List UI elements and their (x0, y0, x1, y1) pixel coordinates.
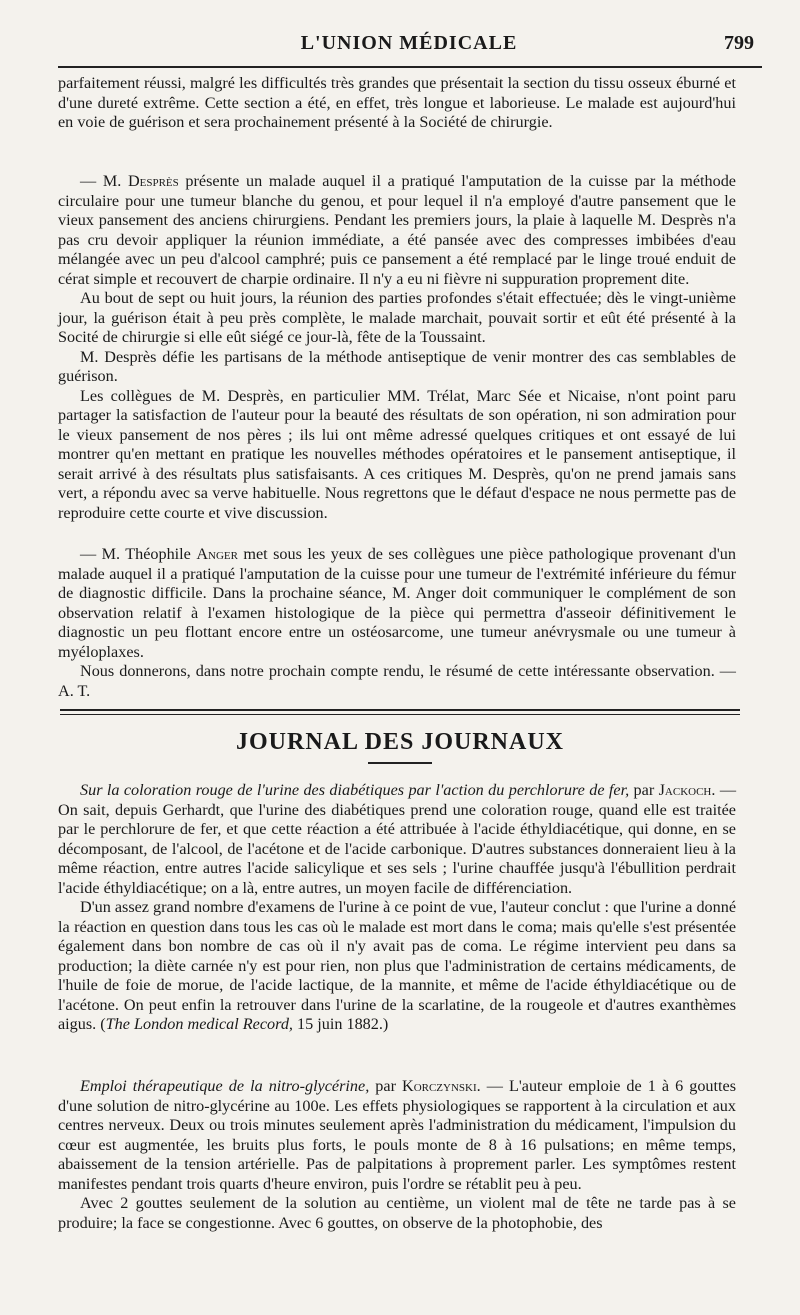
anger-paragraph-2: Nous donnerons, dans notre prochain compte rendu, le résumé de cette intéressante observation. — A. T. (58, 662, 736, 700)
korczynski-paragraph-2: Avec 2 gouttes seulement de la solution au centième, un violent mal de tête ne tarde pas à se produire; la face se congestionne. Avec 6 gouttes, on observe de la photophobie, des (58, 1194, 736, 1232)
despres-section (58, 172, 736, 523)
korczynski-text-1: — L'auteur emploie de 1 à 6 gouttes d'une solution de nitro-glycérine au 100e. Les effets physiologiques se rapportent à la circulation et aux centres nerveux. Deux ou trois minutes seulement après l'administration du médicament, l'impulsion du cœur est augmentée, les bruits plus forts, le pouls monte de 8 à 16 pulsations; en même temps, abaissement de la tension artérielle. Pas de palpitations à proprement parler. Les symptômes restent manifestes pendant trois quarts d'heure environ, puis l'ordre se rétablit peu à peu. (58, 1077, 737, 1193)
journal-title: L'UNION MÉDICALE (300, 32, 518, 54)
despres-paragraph-4: Les collègues de M. Desprès, en particulier MM. Trélat, Marc Sée et Nicaise, n'ont point paru partager la satisfaction de l'auteur pour la beauté des résultats de son opération, ni son admiration pour le vieux pansement de nos pères ; ils lui ont même adressé quelques critiques et ont essayé de lui montrer qu'en mettant en pratique les nouvelles méthodes opératoires et le pansement antiseptique, il serait arrivé à des résultats plus satisfaisants. A ces critiques M. Desprès, qu'on ne prend jamais sans vert, a répondu avec sa verve habituelle. Nous regrettons que le défaut d'espace ne nous permette pas de reproduire cette courte et vive discussion. (58, 386, 736, 522)
continuation-block (58, 74, 736, 133)
article-korczynski (58, 1077, 736, 1233)
section-divider-top (60, 709, 740, 711)
despres-paragraph-3: M. Desprès défie les partisans de la méthode antiseptique de venir montrer des cas semblables de guérison. (58, 347, 736, 385)
title-underline (368, 762, 432, 764)
jackoch-by: par (629, 781, 659, 799)
jackoch-paragraph-1 (58, 781, 736, 898)
jackoch-source: The London medical Record, (105, 1015, 293, 1033)
jackoch-article-title: Sur la coloration rouge de l'urine des diabétiques par l'action du perchlorure de fer, (80, 781, 630, 799)
anger-paragraph-1 (58, 545, 736, 662)
korczynski-article-title: Emploi thérapeutique de la nitro-glycérine, (80, 1077, 370, 1095)
despres-text-1: présente un malade auquel il a pratiqué l'amputation de la cuisse par la méthode circulaire pour une tumeur blanche du genou, et pour lequel il n'a employé d'autre pansement que le vieux pansement des anciens chirurgiens. Pendant les premiers jours, la plaie à laquelle M. Desprès n'a pas cru devoir appliquer la réunion immédiate, a été pansée avec des compresses imbibées d'eau mélangée avec un peu d'alcool camphré; puis ce pansement a été remplacé par le linge troué enduit de cérat simple et recouvert de charpie ordinaire. Il n'y a eu ni fièvre ni suppuration proprement dite. (58, 172, 736, 288)
korczynski-paragraph-1 (58, 1077, 736, 1194)
running-header (58, 28, 760, 58)
jackoch-text-2: D'un assez grand nombre d'examens de l'urine à ce point de vue, l'auteur conclut : que l'urine a donné la réaction en question dans tous les cas où le malade est mort dans le coma; mais qu'elle s'est présentée également dans bon nombre de cas où il n'y avait pas de coma. Le régime intervient peu dans sa production; la diète carnée n'y est pour rien, non plus que l'administration de certains médicaments, de l'huile de foie de morue, de l'acide lactique, de la mannite, et même de l'acide éthyldiacétique ou de l'acétone. On peut enfin la retrouver dans l'urine de la scarlatine, de la rougeole et d'autres exanthèmes aigus. ( (58, 898, 737, 1033)
anger-text-1: met sous les yeux de ses collègues une pièce pathologique provenant d'un malade auquel il a pratiqué l'amputation de la cuisse pour une tumeur de l'extrémité inférieure du fémur de diagnostic difficile. Dans la prochaine séance, M. Anger doit communiquer le complément de son observation relatif à l'examen histologique de la pièce qui permettra d'asseoir définitivement le diagnostic un peu flottant encore entre un ostéosarcome, une tumeur anévrysmale ou une tumeur à myéloplaxes. (58, 545, 736, 661)
despres-name: Desprès (127, 172, 179, 190)
continuation-paragraph: parfaitement réussi, malgré les difficultés très grandes que présentait la section du tissu osseux éburné et d'une dureté extrême. Cette section a été, en effet, très longue et laborieuse. Le malade est aujourd'hui en voie de guérison et sera prochainement présenté à la Société de chirurgie. (58, 74, 736, 131)
anger-section (58, 545, 736, 701)
jackoch-date: 15 juin 1882.) (292, 1015, 389, 1033)
page-number: 799 (724, 32, 754, 54)
section-divider-bottom (60, 714, 740, 715)
article-jackoch (58, 781, 736, 1035)
jackoch-paragraph-2 (58, 898, 736, 1035)
korczynski-by: par (369, 1077, 402, 1095)
despres-lead: — M. (80, 172, 128, 190)
despres-paragraph-2: Au bout de sept ou huit jours, la réunion des parties profondes s'était effectuée; dès le vingt-unième jour, la guérison était à peu près complète, le malade marchait, pouvait sortir et eût été présenté à la Socité de chirurgie si elle eût siégé ce jour-là, fête de la Toussaint. (58, 289, 736, 346)
anger-name: Anger (196, 545, 238, 563)
jackoch-author: Jackoch. (658, 781, 716, 799)
anger-lead: — M. Théophile (80, 545, 197, 563)
despres-paragraph-1 (58, 172, 736, 289)
korczynski-author: Korczynski. (402, 1077, 481, 1095)
section-title: JOURNAL DES JOURNAUX (235, 729, 565, 755)
jackoch-text-1: — On sait, depuis Gerhardt, que l'urine des diabétiques prend une coloration rouge, quand elle est traitée par le perchlorure de fer, et que cette réaction a été attribuée à l'acide éthyldiacétique, qui donne, en se décomposant, de l'alcool, de l'acétone et de l'acide carbonique. D'autres substances donneraient lieu à la même réaction, entre autres l'acide salicylique et ses sels ; l'urine chauffée jusqu'à l'ébullition perdrait l'acide éthyldiacétique; on a là, entre autres, un moyen facile de différenciation. (58, 781, 737, 897)
header-rule (58, 66, 762, 68)
